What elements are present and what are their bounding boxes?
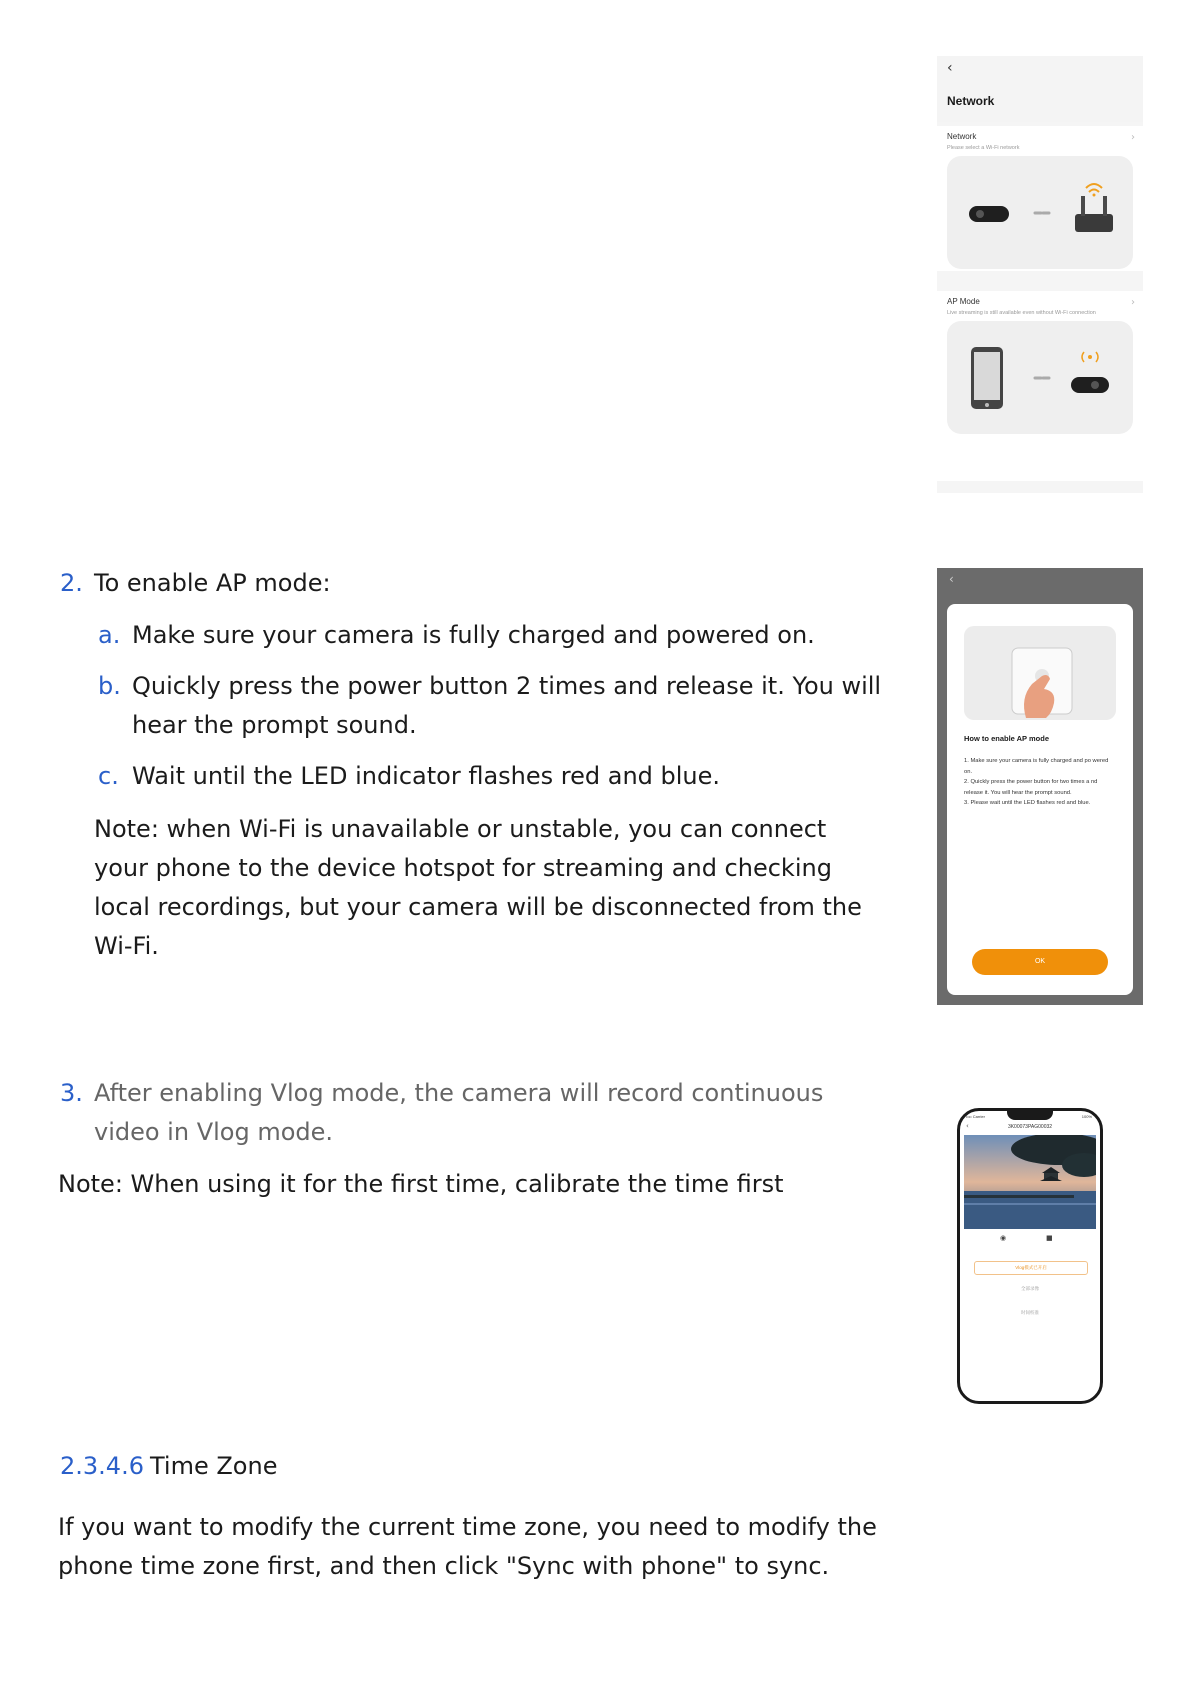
step2-item-a-letter: a.: [98, 621, 121, 649]
ap-mode-modal: [947, 604, 1133, 995]
network-option[interactable]: [937, 126, 1143, 271]
chevron-right-icon: ›: [1131, 297, 1135, 308]
modal-step: 3. Please wait until the LED flashes red and blue.: [964, 800, 1091, 806]
ap-mode-illustration: [947, 321, 1133, 434]
step2-item-b: Quickly press the power button 2 times and release it. You will hear the prompt sound.: [132, 672, 882, 739]
network-option-subtitle: Please select a Wi-Fi network: [947, 145, 1020, 151]
step3-number: 3.: [60, 1079, 83, 1107]
section-number: 2.3.4.6: [60, 1452, 144, 1480]
step2-number: 2.: [60, 569, 83, 597]
phone-camera-icon: [947, 321, 1133, 434]
record-icon[interactable]: ■: [1046, 1234, 1053, 1242]
vlog-mode-button[interactable]: Vlog模式已开启: [974, 1261, 1088, 1275]
chevron-right-icon: ›: [1131, 132, 1135, 143]
all-recordings-item[interactable]: 全部录像: [1021, 1286, 1039, 1291]
status-battery: 100%: [1081, 1114, 1092, 1119]
modal-step: 1. Make sure your camera is fully charged and po wered on.: [964, 758, 1109, 775]
camera-router-icon: [947, 156, 1133, 269]
device-id: 3K00073PAG00032: [1007, 1124, 1053, 1130]
step2-heading: To enable AP mode:: [94, 569, 331, 597]
chevron-left-icon[interactable]: ‹: [949, 572, 954, 586]
ap-option-title: AP Mode: [947, 297, 980, 306]
step2-note: Note: when Wi-Fi is unavailable or unstable, you can connect your phone to the device hotspot for streaming and checking local recordings, but your camera will be disconnected from the Wi-Fi.: [94, 815, 862, 960]
vlog-phone-screenshot: [957, 1108, 1103, 1404]
modal-step: 2. Quickly press the power button for two times a nd release it. You will hear the prompt sound.: [964, 779, 1098, 796]
phone-notch: [1007, 1111, 1053, 1120]
live-video-preview[interactable]: [964, 1135, 1096, 1229]
status-carrier: •••• Carrier: [966, 1114, 985, 1119]
network-page-title: Network: [947, 94, 995, 108]
ap-mode-screenshot: [937, 568, 1143, 1005]
landscape-image: [964, 1135, 1096, 1229]
hand-press-icon: [964, 626, 1116, 720]
network-header: [937, 56, 1143, 122]
section-body: If you want to modify the current time zone, you need to modify the phone time zone first, and then click "Sync with phone" to sync.: [58, 1513, 877, 1580]
step2-item-b-letter: b.: [98, 672, 121, 700]
step2-item-c: Wait until the LED indicator flashes red and blue.: [132, 762, 721, 790]
modal-steps: [964, 756, 1116, 809]
ap-option-subtitle: Live streaming is still available even without Wi-Fi connection: [947, 310, 1096, 316]
modal-title: How to enable AP mode: [964, 734, 1050, 743]
chevron-left-icon[interactable]: ‹: [947, 60, 953, 76]
network-illustration: [947, 156, 1133, 269]
step2-item-c-letter: c.: [98, 762, 119, 790]
step3-note: Note: When using it for the first time, calibrate the time first: [58, 1170, 784, 1198]
step3-text: After enabling Vlog mode, the camera will record continuous video in Vlog mode.: [94, 1079, 824, 1146]
section-title: Time Zone: [150, 1452, 278, 1480]
time-calibration-item[interactable]: 时间校准: [1021, 1310, 1039, 1315]
camera-icon[interactable]: ◉: [1000, 1234, 1007, 1242]
step2-item-a: Make sure your camera is fully charged and powered on.: [132, 621, 815, 649]
hand-press-illustration: [964, 626, 1116, 720]
network-option-title: Network: [947, 132, 977, 141]
ok-button[interactable]: OK: [972, 949, 1108, 975]
ap-mode-option[interactable]: [937, 291, 1143, 481]
chevron-left-icon[interactable]: ‹: [966, 1122, 969, 1130]
network-screenshot: [937, 56, 1143, 493]
control-bar: [960, 1233, 1100, 1247]
